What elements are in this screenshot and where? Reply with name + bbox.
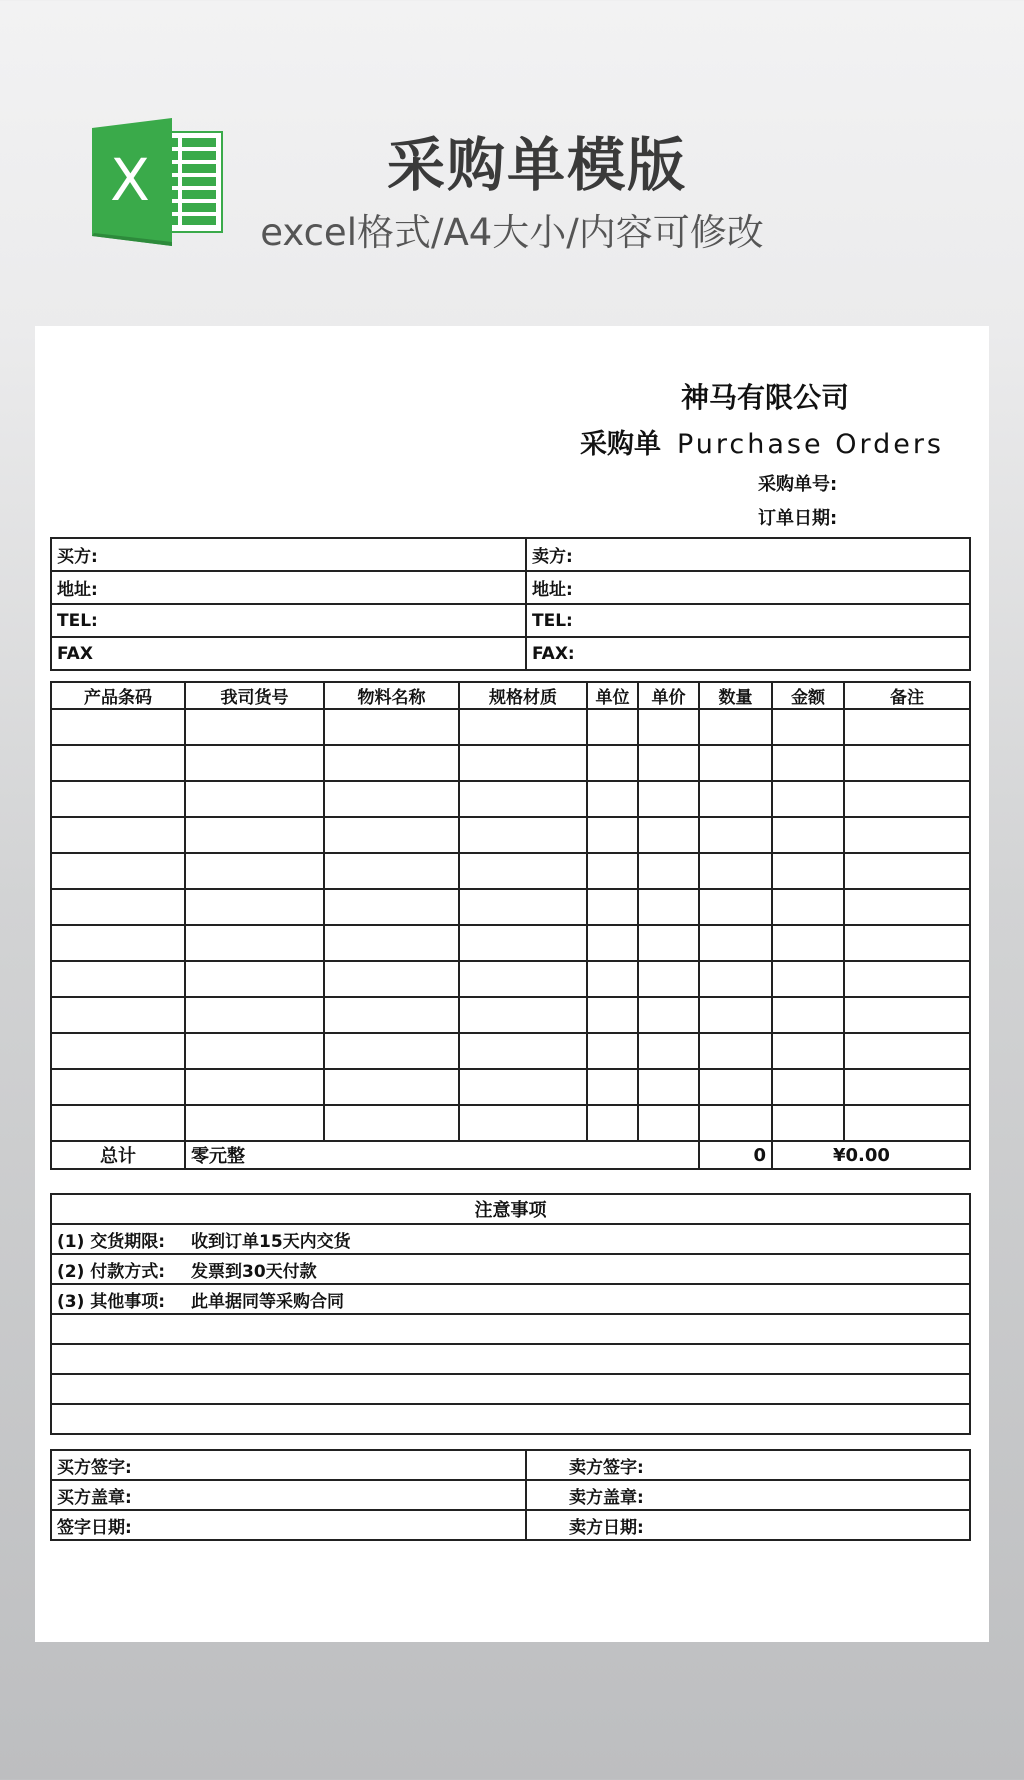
note-label: (1) 交货期限: — [51, 1224, 186, 1254]
seller-date-cell[interactable]: 卖方日期: — [526, 1510, 970, 1540]
table-row — [51, 1033, 970, 1069]
table-cell[interactable] — [459, 817, 587, 853]
party-row — [51, 571, 970, 604]
notes-heading-row — [51, 1194, 970, 1224]
table-cell[interactable] — [772, 997, 844, 1033]
party-row — [51, 538, 970, 571]
col-header-amount: 金额 — [772, 682, 844, 709]
table-cell[interactable] — [185, 817, 324, 853]
table-cell[interactable] — [459, 889, 587, 925]
table-cell[interactable] — [772, 817, 844, 853]
table-row — [51, 745, 970, 781]
document-title-en: Purchase Orders — [677, 429, 944, 460]
table-cell[interactable] — [772, 781, 844, 817]
table-cell[interactable] — [638, 709, 699, 745]
table-cell[interactable] — [844, 961, 970, 997]
table-cell[interactable] — [324, 781, 459, 817]
note-blank-cell[interactable] — [51, 1374, 970, 1404]
buyer-stamp-cell[interactable]: 买方盖章: — [51, 1480, 526, 1510]
note-row — [51, 1284, 970, 1314]
table-cell[interactable] — [638, 997, 699, 1033]
table-cell[interactable] — [324, 1069, 459, 1105]
table-cell[interactable] — [772, 1069, 844, 1105]
note-value[interactable]: 收到订单15天内交货 — [186, 1224, 970, 1254]
table-cell[interactable] — [638, 961, 699, 997]
table-cell[interactable] — [638, 889, 699, 925]
table-cell[interactable] — [459, 925, 587, 961]
note-blank-row — [51, 1374, 970, 1404]
banner-title: 采购单模版 — [386, 131, 687, 199]
table-cell[interactable] — [459, 781, 587, 817]
seller-address-cell[interactable]: 地址: — [526, 571, 970, 604]
party-row — [51, 604, 970, 637]
table-cell[interactable] — [699, 709, 772, 745]
note-blank-row — [51, 1314, 970, 1344]
table-cell[interactable] — [844, 997, 970, 1033]
company-name: 神马有限公司 — [680, 381, 849, 414]
table-row — [51, 1069, 970, 1105]
table-cell[interactable] — [324, 853, 459, 889]
table-cell[interactable] — [51, 1105, 185, 1141]
table-cell[interactable] — [844, 925, 970, 961]
table-row — [51, 889, 970, 925]
buyer-date-cell[interactable]: 签字日期: — [51, 1510, 526, 1540]
note-blank-cell[interactable] — [51, 1314, 970, 1344]
col-header-quantity: 数量 — [699, 682, 772, 709]
buyer-tel-cell[interactable]: TEL: — [51, 604, 526, 637]
note-label: (3) 其他事项: — [51, 1284, 186, 1314]
note-row — [51, 1254, 970, 1284]
table-cell[interactable] — [587, 997, 638, 1033]
notes-table — [50, 1193, 971, 1435]
table-cell[interactable] — [51, 745, 185, 781]
table-cell[interactable] — [638, 1033, 699, 1069]
table-cell[interactable] — [185, 1105, 324, 1141]
items-header-row — [51, 682, 970, 709]
table-cell[interactable] — [699, 961, 772, 997]
table-cell[interactable] — [587, 925, 638, 961]
table-cell[interactable] — [699, 925, 772, 961]
col-header-item-no: 我司货号 — [185, 682, 324, 709]
table-cell[interactable] — [459, 1105, 587, 1141]
table-cell[interactable] — [324, 961, 459, 997]
table-cell[interactable] — [772, 961, 844, 997]
excel-logo-letter: X — [110, 146, 150, 214]
table-cell[interactable] — [772, 1105, 844, 1141]
signature-row — [51, 1450, 970, 1480]
seller-signature-cell[interactable]: 卖方签字: — [526, 1450, 970, 1480]
table-row — [51, 817, 970, 853]
table-row — [51, 781, 970, 817]
table-cell[interactable] — [459, 1069, 587, 1105]
document-title — [580, 422, 944, 461]
table-cell[interactable] — [638, 1069, 699, 1105]
table-cell[interactable] — [699, 1069, 772, 1105]
table-cell[interactable] — [587, 1033, 638, 1069]
table-cell[interactable] — [844, 781, 970, 817]
col-header-unit-price: 单价 — [638, 682, 699, 709]
table-cell[interactable] — [51, 925, 185, 961]
seller-cell[interactable]: 卖方: — [526, 538, 970, 571]
table-cell[interactable] — [324, 709, 459, 745]
note-value[interactable]: 此单据同等采购合同 — [186, 1284, 970, 1314]
table-cell[interactable] — [699, 853, 772, 889]
table-cell[interactable] — [772, 889, 844, 925]
note-blank-row — [51, 1404, 970, 1434]
col-header-spec: 规格材质 — [459, 682, 587, 709]
table-cell[interactable] — [185, 889, 324, 925]
signature-row — [51, 1510, 970, 1540]
table-row — [51, 997, 970, 1033]
note-blank-cell[interactable] — [51, 1344, 970, 1374]
table-cell[interactable] — [844, 889, 970, 925]
table-cell[interactable] — [51, 853, 185, 889]
table-cell[interactable] — [699, 781, 772, 817]
buyer-signature-cell[interactable]: 买方签字: — [51, 1450, 526, 1480]
table-cell[interactable] — [459, 853, 587, 889]
party-row — [51, 637, 970, 670]
table-cell[interactable] — [459, 961, 587, 997]
table-cell[interactable] — [459, 1033, 587, 1069]
table-cell[interactable] — [51, 961, 185, 997]
table-cell[interactable] — [699, 745, 772, 781]
table-cell[interactable] — [324, 1033, 459, 1069]
table-cell[interactable] — [772, 853, 844, 889]
seller-fax-cell[interactable]: FAX: — [526, 637, 970, 670]
table-cell[interactable] — [587, 889, 638, 925]
table-cell[interactable] — [324, 889, 459, 925]
table-cell[interactable] — [51, 709, 185, 745]
table-row — [51, 1105, 970, 1141]
buyer-fax-cell[interactable]: FAX — [51, 637, 526, 670]
table-cell[interactable] — [185, 781, 324, 817]
col-header-barcode: 产品条码 — [51, 682, 185, 709]
table-cell[interactable] — [699, 1105, 772, 1141]
buyer-address-cell[interactable]: 地址: — [51, 571, 526, 604]
notes-heading: 注意事项 — [51, 1194, 970, 1224]
col-header-unit: 单位 — [587, 682, 638, 709]
table-cell[interactable] — [51, 1033, 185, 1069]
table-cell[interactable] — [587, 1105, 638, 1141]
order-date-label: 订单日期: — [758, 508, 838, 529]
table-cell[interactable] — [638, 817, 699, 853]
table-cell[interactable] — [324, 817, 459, 853]
table-cell[interactable] — [51, 781, 185, 817]
table-cell[interactable] — [772, 745, 844, 781]
table-cell[interactable] — [324, 745, 459, 781]
table-cell[interactable] — [51, 817, 185, 853]
table-cell[interactable] — [185, 925, 324, 961]
table-cell[interactable] — [185, 1033, 324, 1069]
col-header-material-name: 物料名称 — [324, 682, 459, 709]
signature-table — [50, 1449, 971, 1541]
table-cell[interactable] — [844, 853, 970, 889]
items-table — [50, 681, 971, 1170]
note-blank-row — [51, 1344, 970, 1374]
table-cell[interactable] — [844, 1105, 970, 1141]
note-row — [51, 1224, 970, 1254]
table-cell[interactable] — [51, 1069, 185, 1105]
table-cell[interactable] — [699, 1033, 772, 1069]
total-row — [51, 1141, 970, 1169]
table-cell[interactable] — [587, 781, 638, 817]
table-cell[interactable] — [844, 709, 970, 745]
note-value[interactable]: 发票到30天付款 — [186, 1254, 970, 1284]
col-header-remarks: 备注 — [844, 682, 970, 709]
note-label: (2) 付款方式: — [51, 1254, 186, 1284]
table-cell[interactable] — [324, 925, 459, 961]
table-cell[interactable] — [699, 817, 772, 853]
table-cell[interactable] — [587, 853, 638, 889]
document-title-cn: 采购单 — [580, 429, 661, 460]
table-cell[interactable] — [587, 817, 638, 853]
table-cell[interactable] — [844, 745, 970, 781]
table-cell[interactable] — [185, 961, 324, 997]
table-cell[interactable] — [459, 997, 587, 1033]
total-amount: ¥0.00 — [772, 1141, 970, 1169]
table-row — [51, 961, 970, 997]
buyer-cell[interactable]: 买方: — [51, 538, 526, 571]
table-cell[interactable] — [459, 709, 587, 745]
table-cell[interactable] — [587, 961, 638, 997]
table-cell[interactable] — [324, 997, 459, 1033]
table-cell[interactable] — [587, 1069, 638, 1105]
table-cell[interactable] — [185, 745, 324, 781]
purchase-order-sheet — [35, 326, 989, 1642]
table-cell[interactable] — [587, 709, 638, 745]
table-cell[interactable] — [638, 853, 699, 889]
table-row — [51, 709, 970, 745]
table-cell[interactable] — [844, 1069, 970, 1105]
table-cell[interactable] — [51, 997, 185, 1033]
total-words: 零元整 — [185, 1141, 699, 1169]
table-cell[interactable] — [638, 925, 699, 961]
table-cell[interactable] — [772, 709, 844, 745]
signature-row — [51, 1480, 970, 1510]
note-blank-cell[interactable] — [51, 1404, 970, 1434]
table-cell[interactable] — [459, 745, 587, 781]
table-cell[interactable] — [185, 1069, 324, 1105]
po-number-label: 采购单号: — [758, 474, 838, 495]
total-quantity: 0 — [699, 1141, 772, 1169]
table-cell[interactable] — [699, 997, 772, 1033]
table-cell[interactable] — [185, 853, 324, 889]
table-cell[interactable] — [844, 1033, 970, 1069]
table-cell[interactable] — [772, 925, 844, 961]
table-cell[interactable] — [51, 889, 185, 925]
table-cell[interactable] — [638, 745, 699, 781]
banner-subtitle: excel格式/A4大小/内容可修改 — [260, 211, 764, 254]
table-cell[interactable] — [699, 889, 772, 925]
table-cell[interactable] — [185, 709, 324, 745]
table-row — [51, 925, 970, 961]
table-cell[interactable] — [772, 1033, 844, 1069]
table-row — [51, 853, 970, 889]
table-cell[interactable] — [844, 817, 970, 853]
table-cell[interactable] — [638, 1105, 699, 1141]
seller-stamp-cell[interactable]: 卖方盖章: — [526, 1480, 970, 1510]
seller-tel-cell[interactable]: TEL: — [526, 604, 970, 637]
party-table — [50, 537, 971, 671]
table-cell[interactable] — [587, 745, 638, 781]
table-cell[interactable] — [324, 1105, 459, 1141]
table-cell[interactable] — [638, 781, 699, 817]
table-cell[interactable] — [185, 997, 324, 1033]
total-label: 总计 — [51, 1141, 185, 1169]
